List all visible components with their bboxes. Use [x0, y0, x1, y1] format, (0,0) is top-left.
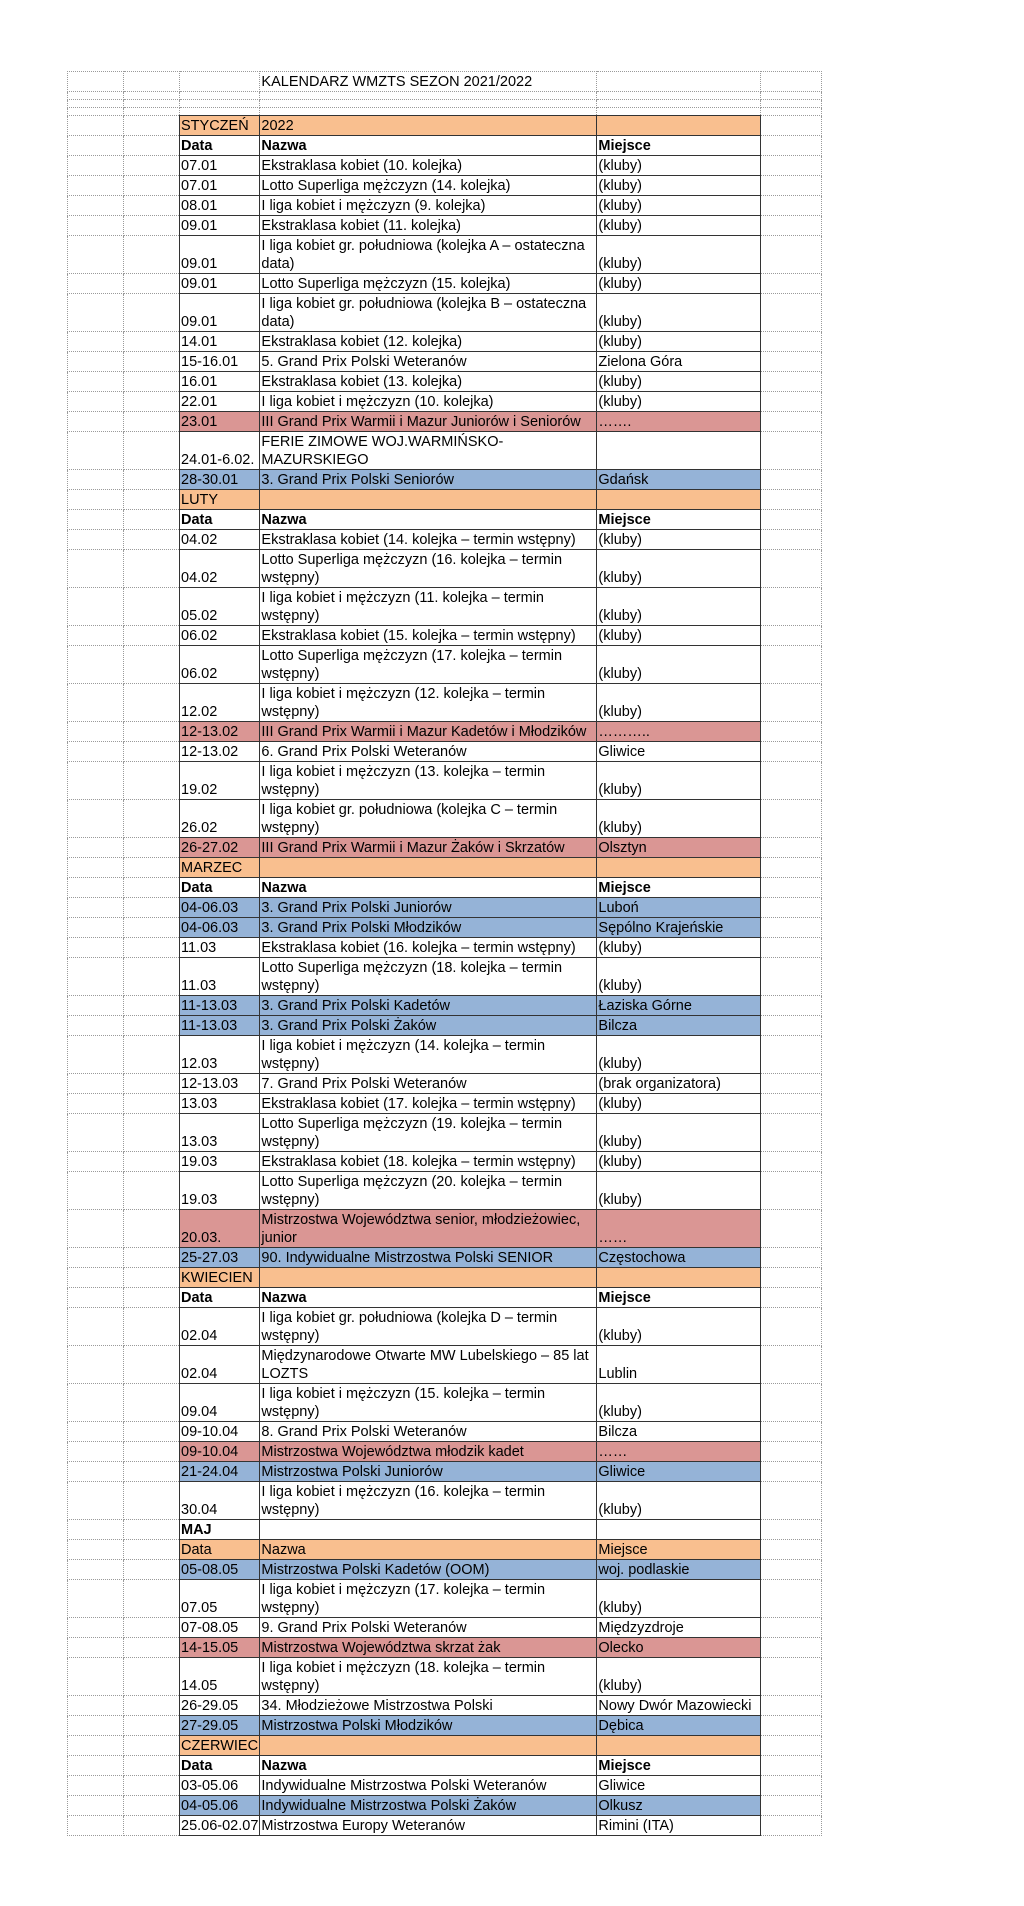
event-row [68, 432, 822, 470]
event-row [68, 412, 822, 432]
event-row [68, 626, 822, 646]
event-date: 07-08.05 [180, 1618, 260, 1638]
event-place: (kluby) [597, 762, 761, 800]
event-row [68, 1716, 822, 1736]
event-name: Mistrzostwa Województwa skrzat żak [260, 1638, 597, 1658]
event-name: I liga kobiet gr. południowa (kolejka D – termin wstępny) [260, 1308, 597, 1346]
event-place: ……. [597, 412, 761, 432]
header-name: Nazwa [260, 1540, 597, 1560]
column-header-row [68, 1540, 822, 1560]
event-date: 23.01 [180, 412, 260, 432]
event-row [68, 1816, 822, 1836]
header-place: Miejsce [597, 1288, 761, 1308]
header-name: Nazwa [260, 136, 597, 156]
event-name: 3. Grand Prix Polski Kadetów [260, 996, 597, 1016]
event-date: 06.02 [180, 626, 260, 646]
event-row [68, 762, 822, 800]
event-place [597, 432, 761, 470]
event-place: (kluby) [597, 626, 761, 646]
column-header-row [68, 1288, 822, 1308]
calendar-body [68, 72, 822, 1836]
event-place: (kluby) [597, 550, 761, 588]
event-date: 09-10.04 [180, 1442, 260, 1462]
event-name: Lotto Superliga mężczyzn (20. kolejka – termin wstępny) [260, 1172, 597, 1210]
month-name: MARZEC [180, 858, 260, 878]
event-row [68, 1248, 822, 1268]
column-header-row [68, 136, 822, 156]
header-date: Data [180, 1756, 260, 1776]
header-date: Data [180, 1540, 260, 1560]
event-name: I liga kobiet i mężczyzn (13. kolejka – termin wstępny) [260, 762, 597, 800]
event-name: Ekstraklasa kobiet (15. kolejka – termin wstępny) [260, 626, 597, 646]
event-row [68, 918, 822, 938]
event-date: 12.02 [180, 684, 260, 722]
event-place: Gdańsk [597, 470, 761, 490]
event-name: 5. Grand Prix Polski Weteranów [260, 352, 597, 372]
event-date: 09.04 [180, 1384, 260, 1422]
event-row [68, 1560, 822, 1580]
event-date: 11.03 [180, 958, 260, 996]
event-name: FERIE ZIMOWE WOJ.WARMIŃSKO-MAZURSKIEGO [260, 432, 597, 470]
event-date: 28-30.01 [180, 470, 260, 490]
event-date: 20.03. [180, 1210, 260, 1248]
event-row [68, 588, 822, 626]
event-date: 11.03 [180, 938, 260, 958]
event-date: 14.05 [180, 1658, 260, 1696]
event-date: 05.02 [180, 588, 260, 626]
event-date: 04-05.06 [180, 1796, 260, 1816]
event-date: 04.02 [180, 530, 260, 550]
month-name: LUTY [180, 490, 260, 510]
event-name: Lotto Superliga mężczyzn (19. kolejka – termin wstępny) [260, 1114, 597, 1152]
header-place: Miejsce [597, 1756, 761, 1776]
month-year: 2022 [260, 116, 597, 136]
event-place: Gliwice [597, 1776, 761, 1796]
event-name: Lotto Superliga mężczyzn (14. kolejka) [260, 176, 597, 196]
event-name: Mistrzostwa Polski Młodzików [260, 1716, 597, 1736]
event-name: 7. Grand Prix Polski Weteranów [260, 1074, 597, 1094]
event-name: III Grand Prix Warmii i Mazur Żaków i Skrzatów [260, 838, 597, 858]
event-row [68, 838, 822, 858]
header-date: Data [180, 136, 260, 156]
event-name: Mistrzostwa Województwa młodzik kadet [260, 1442, 597, 1462]
event-date: 26-27.02 [180, 838, 260, 858]
event-name: I liga kobiet i mężczyzn (9. kolejka) [260, 196, 597, 216]
event-place: (kluby) [597, 176, 761, 196]
event-place: Gliwice [597, 742, 761, 762]
column-header-row [68, 1756, 822, 1776]
event-date: 25.06-02.07 [180, 1816, 260, 1836]
event-place: (kluby) [597, 1384, 761, 1422]
event-name: Mistrzostwa Województwa senior, młodzieżowiec, junior [260, 1210, 597, 1248]
event-date: 22.01 [180, 392, 260, 412]
event-row [68, 176, 822, 196]
event-row [68, 372, 822, 392]
event-date: 13.03 [180, 1094, 260, 1114]
event-place: (kluby) [597, 1580, 761, 1618]
event-row [68, 1422, 822, 1442]
header-place: Miejsce [597, 878, 761, 898]
spacer-row [68, 92, 822, 100]
header-name: Nazwa [260, 878, 597, 898]
event-date: 03-05.06 [180, 1776, 260, 1796]
event-place: Olsztyn [597, 838, 761, 858]
event-row [68, 684, 822, 722]
event-place: (kluby) [597, 1658, 761, 1696]
month-row [68, 858, 822, 878]
event-place: (kluby) [597, 216, 761, 236]
event-place: (kluby) [597, 236, 761, 274]
event-date: 12.03 [180, 1036, 260, 1074]
event-place: (kluby) [597, 938, 761, 958]
event-date: 07.05 [180, 1580, 260, 1618]
event-date: 04-06.03 [180, 898, 260, 918]
event-name: I liga kobiet i mężczyzn (18. kolejka – termin wstępny) [260, 1658, 597, 1696]
header-date: Data [180, 1288, 260, 1308]
event-name: Ekstraklasa kobiet (12. kolejka) [260, 332, 597, 352]
event-name: Lotto Superliga mężczyzn (15. kolejka) [260, 274, 597, 294]
event-date: 19.03 [180, 1172, 260, 1210]
event-name: 3. Grand Prix Polski Juniorów [260, 898, 597, 918]
event-place: (kluby) [597, 156, 761, 176]
event-row [68, 1580, 822, 1618]
event-row [68, 646, 822, 684]
header-name: Nazwa [260, 510, 597, 530]
event-name: Ekstraklasa kobiet (18. kolejka – termin wstępny) [260, 1152, 597, 1172]
event-row [68, 1172, 822, 1210]
event-date: 12-13.03 [180, 1074, 260, 1094]
event-place: (kluby) [597, 1094, 761, 1114]
event-date: 19.03 [180, 1152, 260, 1172]
event-date: 09.01 [180, 236, 260, 274]
event-name: III Grand Prix Warmii i Mazur Kadetów i Młodzików [260, 722, 597, 742]
event-place: Łaziska Górne [597, 996, 761, 1016]
event-place: (kluby) [597, 392, 761, 412]
event-place: (brak organizatora) [597, 1074, 761, 1094]
event-place: (kluby) [597, 1114, 761, 1152]
event-date: 09.01 [180, 216, 260, 236]
header-place: Miejsce [597, 136, 761, 156]
month-year [260, 1268, 597, 1288]
event-place: (kluby) [597, 958, 761, 996]
event-place: Luboń [597, 898, 761, 918]
event-name: Lotto Superliga mężczyzn (17. kolejka – termin wstępny) [260, 646, 597, 684]
event-date: 09-10.04 [180, 1422, 260, 1442]
event-row [68, 1384, 822, 1422]
event-name: Indywidualne Mistrzostwa Polski Weteranów [260, 1776, 597, 1796]
event-date: 25-27.03 [180, 1248, 260, 1268]
event-name: I liga kobiet i mężczyzn (12. kolejka – termin wstępny) [260, 684, 597, 722]
event-name: 6. Grand Prix Polski Weteranów [260, 742, 597, 762]
event-place: (kluby) [597, 196, 761, 216]
month-name: MAJ [180, 1520, 260, 1540]
event-row [68, 898, 822, 918]
event-name: Lotto Superliga mężczyzn (16. kolejka – termin wstępny) [260, 550, 597, 588]
event-row [68, 1638, 822, 1658]
event-row [68, 196, 822, 216]
event-row [68, 1308, 822, 1346]
month-row [68, 490, 822, 510]
event-date: 26-29.05 [180, 1696, 260, 1716]
event-date: 05-08.05 [180, 1560, 260, 1580]
event-place: (kluby) [597, 294, 761, 332]
event-date: 13.03 [180, 1114, 260, 1152]
column-header-row [68, 878, 822, 898]
event-date: 14-15.05 [180, 1638, 260, 1658]
event-row [68, 1442, 822, 1462]
event-name: I liga kobiet i mężczyzn (10. kolejka) [260, 392, 597, 412]
event-row [68, 1114, 822, 1152]
header-date: Data [180, 878, 260, 898]
event-place: Nowy Dwór Mazowiecki [597, 1696, 761, 1716]
event-place: (kluby) [597, 588, 761, 626]
event-date: 07.01 [180, 176, 260, 196]
event-row [68, 1036, 822, 1074]
event-place: ……….. [597, 722, 761, 742]
event-place: Olkusz [597, 1796, 761, 1816]
event-name: 8. Grand Prix Polski Weteranów [260, 1422, 597, 1442]
column-header-row [68, 510, 822, 530]
event-name: I liga kobiet gr. południowa (kolejka C – termin wstępny) [260, 800, 597, 838]
event-row [68, 470, 822, 490]
page-title: KALENDARZ WMZTS SEZON 2021/2022 [260, 72, 597, 92]
event-name: Ekstraklasa kobiet (14. kolejka – termin wstępny) [260, 530, 597, 550]
event-name: Ekstraklasa kobiet (11. kolejka) [260, 216, 597, 236]
event-row [68, 1618, 822, 1638]
event-row [68, 800, 822, 838]
event-date: 16.01 [180, 372, 260, 392]
event-place: (kluby) [597, 1152, 761, 1172]
event-name: 9. Grand Prix Polski Weteranów [260, 1618, 597, 1638]
event-date: 24.01-6.02. [180, 432, 260, 470]
event-place: (kluby) [597, 646, 761, 684]
event-name: 3. Grand Prix Polski Seniorów [260, 470, 597, 490]
event-date: 27-29.05 [180, 1716, 260, 1736]
month-name: STYCZEŃ [180, 116, 260, 136]
event-place: Dębica [597, 1716, 761, 1736]
event-date: 11-13.03 [180, 996, 260, 1016]
event-date: 15-16.01 [180, 352, 260, 372]
event-row [68, 156, 822, 176]
event-place: Rimini (ITA) [597, 1816, 761, 1836]
month-row [68, 1268, 822, 1288]
header-date: Data [180, 510, 260, 530]
event-place: Bilcza [597, 1422, 761, 1442]
header-place: Miejsce [597, 1540, 761, 1560]
event-place: Częstochowa [597, 1248, 761, 1268]
event-place: (kluby) [597, 684, 761, 722]
event-row [68, 938, 822, 958]
event-place: Zielona Góra [597, 352, 761, 372]
event-name: I liga kobiet gr. południowa (kolejka A – ostateczna data) [260, 236, 597, 274]
header-name: Nazwa [260, 1756, 597, 1776]
event-name: 3. Grand Prix Polski Młodzików [260, 918, 597, 938]
event-place: (kluby) [597, 800, 761, 838]
event-name: Międzynarodowe Otwarte MW Lubelskiego – 85 lat LOZTS [260, 1346, 597, 1384]
event-name: I liga kobiet i mężczyzn (16. kolejka – termin wstępny) [260, 1482, 597, 1520]
event-name: Ekstraklasa kobiet (17. kolejka – termin wstępny) [260, 1094, 597, 1114]
event-row [68, 1346, 822, 1384]
event-row [68, 392, 822, 412]
event-date: 14.01 [180, 332, 260, 352]
event-name: Mistrzostwa Polski Juniorów [260, 1462, 597, 1482]
event-date: 07.01 [180, 156, 260, 176]
spacer-row [68, 108, 822, 116]
spacer-row [68, 100, 822, 108]
event-date: 02.04 [180, 1308, 260, 1346]
event-date: 04.02 [180, 550, 260, 588]
month-year [260, 858, 597, 878]
event-row [68, 742, 822, 762]
event-name: Indywidualne Mistrzostwa Polski Żaków [260, 1796, 597, 1816]
event-row [68, 1696, 822, 1716]
event-row [68, 1152, 822, 1172]
month-row [68, 1736, 822, 1756]
event-date: 19.02 [180, 762, 260, 800]
month-year [260, 1736, 597, 1756]
calendar-table [67, 71, 822, 1836]
event-place: (kluby) [597, 1036, 761, 1074]
event-name: 34. Młodzieżowe Mistrzostwa Polski [260, 1696, 597, 1716]
event-row [68, 1796, 822, 1816]
event-name: Lotto Superliga mężczyzn (18. kolejka – termin wstępny) [260, 958, 597, 996]
month-name: KWIECIEN [180, 1268, 260, 1288]
event-date: 30.04 [180, 1482, 260, 1520]
event-name: I liga kobiet i mężczyzn (15. kolejka – termin wstępny) [260, 1384, 597, 1422]
event-name: 3. Grand Prix Polski Żaków [260, 1016, 597, 1036]
title-row [68, 72, 822, 92]
event-place: (kluby) [597, 530, 761, 550]
event-place: Międzyzdroje [597, 1618, 761, 1638]
event-date: 04-06.03 [180, 918, 260, 938]
event-row [68, 958, 822, 996]
event-name: I liga kobiet gr. południowa (kolejka B – ostateczna data) [260, 294, 597, 332]
event-date: 12-13.02 [180, 722, 260, 742]
event-name: Mistrzostwa Polski Kadetów (OOM) [260, 1560, 597, 1580]
event-place: Gliwice [597, 1462, 761, 1482]
month-row [68, 116, 822, 136]
event-place: (kluby) [597, 1482, 761, 1520]
header-name: Nazwa [260, 1288, 597, 1308]
event-name: 90. Indywidualne Mistrzostwa Polski SENIOR [260, 1248, 597, 1268]
event-place: (kluby) [597, 274, 761, 294]
event-date: 09.01 [180, 294, 260, 332]
event-name: Ekstraklasa kobiet (16. kolejka – termin wstępny) [260, 938, 597, 958]
event-name: I liga kobiet i mężczyzn (14. kolejka – termin wstępny) [260, 1036, 597, 1074]
event-date: 21-24.04 [180, 1462, 260, 1482]
event-row [68, 1016, 822, 1036]
event-date: 12-13.02 [180, 742, 260, 762]
event-row [68, 550, 822, 588]
event-place: …… [597, 1210, 761, 1248]
event-name: I liga kobiet i mężczyzn (11. kolejka – termin wstępny) [260, 588, 597, 626]
event-row [68, 1462, 822, 1482]
event-date: 26.02 [180, 800, 260, 838]
event-row [68, 1074, 822, 1094]
event-row [68, 1482, 822, 1520]
event-date: 11-13.03 [180, 1016, 260, 1036]
event-place: Lublin [597, 1346, 761, 1384]
header-place: Miejsce [597, 510, 761, 530]
event-name: Mistrzostwa Europy Weteranów [260, 1816, 597, 1836]
event-name: Ekstraklasa kobiet (13. kolejka) [260, 372, 597, 392]
event-row [68, 1776, 822, 1796]
event-date: 08.01 [180, 196, 260, 216]
event-row [68, 352, 822, 372]
event-row [68, 294, 822, 332]
event-row [68, 236, 822, 274]
event-place: (kluby) [597, 1308, 761, 1346]
month-name: CZERWIEC [180, 1736, 260, 1756]
event-place: (kluby) [597, 1172, 761, 1210]
event-date: 09.01 [180, 274, 260, 294]
event-row [68, 996, 822, 1016]
event-row [68, 216, 822, 236]
event-place: (kluby) [597, 332, 761, 352]
event-name: III Grand Prix Warmii i Mazur Juniorów i Seniorów [260, 412, 597, 432]
event-date: 02.04 [180, 1346, 260, 1384]
event-row [68, 722, 822, 742]
event-date: 06.02 [180, 646, 260, 684]
event-name: Ekstraklasa kobiet (10. kolejka) [260, 156, 597, 176]
event-place: Olecko [597, 1638, 761, 1658]
month-year [260, 490, 597, 510]
event-name: I liga kobiet i mężczyzn (17. kolejka – termin wstępny) [260, 1580, 597, 1618]
event-place: Sępólno Krajeńskie [597, 918, 761, 938]
month-row [68, 1520, 822, 1540]
event-place: (kluby) [597, 372, 761, 392]
event-row [68, 530, 822, 550]
event-row [68, 274, 822, 294]
event-place: …… [597, 1442, 761, 1462]
event-row [68, 332, 822, 352]
event-row [68, 1210, 822, 1248]
event-place: woj. podlaskie [597, 1560, 761, 1580]
event-place: Bilcza [597, 1016, 761, 1036]
event-row [68, 1658, 822, 1696]
event-row [68, 1094, 822, 1114]
